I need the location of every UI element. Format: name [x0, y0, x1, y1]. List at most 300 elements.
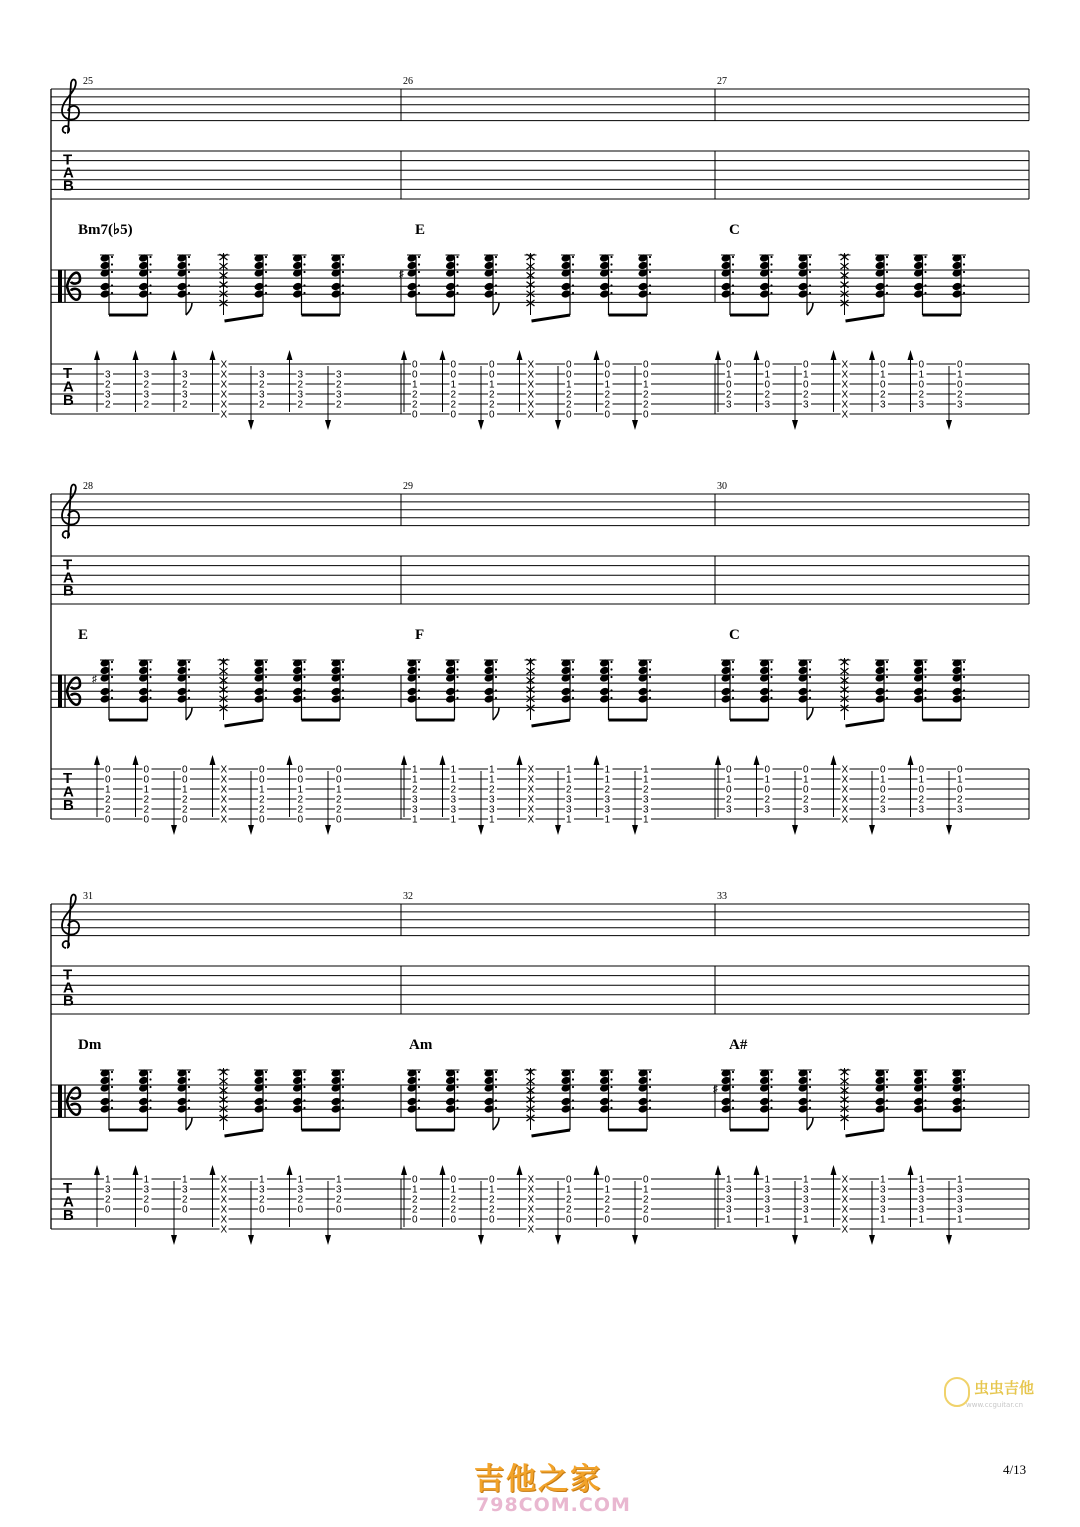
tab-fret-number: X [841, 774, 849, 786]
dot [303, 1071, 305, 1073]
arrow-up-icon [94, 1165, 100, 1175]
tab-fret-number: X [527, 814, 535, 826]
dot [418, 292, 420, 294]
dot [924, 263, 926, 265]
tab-fret-number: 0 [957, 764, 963, 776]
dot [418, 271, 420, 273]
arrow-up-icon [440, 755, 446, 765]
tab-fret-number: 2 [764, 389, 771, 401]
dot [809, 263, 811, 265]
tab-fret-number: 2 [297, 399, 304, 411]
measure-number: 25 [83, 76, 93, 87]
tab-fret-number: 0 [803, 379, 809, 391]
tab-fret-number: 0 [259, 764, 265, 776]
dot [963, 284, 965, 286]
tab-fret-number: 2 [259, 1194, 265, 1206]
tab-fret-number: X [841, 409, 849, 421]
tab-fret-number: X [220, 784, 228, 796]
tab-fret-number: 2 [803, 794, 809, 806]
measure-number: 27 [717, 76, 727, 87]
tab-fret-number: 2 [297, 794, 304, 806]
tab-fret-number: 1 [566, 379, 572, 391]
tab-fret-number: 1 [604, 379, 611, 391]
dot [770, 668, 772, 670]
dot [149, 271, 151, 273]
chord-name: Am [409, 1037, 433, 1053]
arrow-down-icon [248, 420, 254, 430]
tab-fret-number: 3 [726, 1194, 732, 1206]
arrow-down-icon [248, 825, 254, 835]
tab-fret-number: X [220, 804, 228, 816]
eighth-flag [807, 303, 813, 315]
dot [303, 263, 305, 265]
dot [572, 676, 574, 678]
dot [649, 256, 651, 258]
tab-fret-number: 1 [604, 764, 611, 776]
dot [303, 256, 305, 258]
dot [188, 689, 190, 691]
tab-fret-number: 0 [880, 784, 886, 796]
tab-fret-number: 0 [918, 784, 925, 796]
dot [342, 256, 344, 258]
dot [649, 1078, 651, 1080]
tab-fret-number: 2 [604, 399, 611, 411]
tab-fret-number: 0 [566, 369, 572, 381]
dot [610, 284, 612, 286]
dot [924, 689, 926, 691]
tab-fret-number: X [527, 409, 535, 421]
tab-fret-number: 3 [803, 399, 809, 411]
eighth-flag [493, 303, 499, 315]
tab-fret-number: 0 [336, 814, 342, 826]
dot [149, 284, 151, 286]
tab-fret-number: 3 [803, 1184, 809, 1196]
tab-fret-number: 2 [726, 794, 732, 806]
measure-27 [715, 76, 966, 430]
dot [303, 1107, 305, 1109]
tab-clef-letter: T [63, 365, 73, 382]
dot [886, 668, 888, 670]
dot [342, 668, 344, 670]
dot [456, 676, 458, 678]
tab-fret-number: 1 [764, 1174, 771, 1186]
tab-fret-number: 3 [450, 794, 457, 806]
tab-fret-number: 2 [880, 389, 886, 401]
tab-fret-number: 0 [643, 369, 649, 381]
tab-fret-number: 1 [957, 1214, 963, 1226]
dot [495, 292, 497, 294]
tab-fret-number: 2 [105, 794, 111, 806]
tab-fret-number: 3 [105, 1184, 111, 1196]
dot [572, 689, 574, 691]
tab-fret-number: 2 [643, 1204, 649, 1216]
dot [732, 661, 734, 663]
tab-fret-number: 3 [803, 1194, 809, 1206]
tab-fret-number: 2 [336, 399, 342, 411]
arrow-up-icon [133, 350, 139, 360]
dot [418, 668, 420, 670]
tab-fret-number: 2 [143, 399, 150, 411]
tab-fret-number: 3 [803, 1204, 809, 1216]
arrow-down-icon [171, 1235, 177, 1245]
dot [265, 292, 267, 294]
dot [886, 1086, 888, 1088]
dot [963, 697, 965, 699]
arrow-up-icon [715, 1165, 721, 1175]
tab-fret-number: 3 [450, 804, 457, 816]
tab-fret-number: 1 [918, 1214, 925, 1226]
tab-fret-number: X [841, 804, 849, 816]
dot [342, 697, 344, 699]
dot [572, 668, 574, 670]
dot [149, 676, 151, 678]
chord-name: E [415, 222, 426, 238]
dot [303, 689, 305, 691]
tab-fret-number: 0 [182, 1204, 188, 1216]
dot [610, 676, 612, 678]
chord-name: Bm7(♭5) [78, 222, 133, 238]
tab-fret-number: 0 [880, 379, 886, 391]
dot [649, 284, 651, 286]
dot [770, 1099, 772, 1101]
dot [770, 256, 772, 258]
tab-fret-number: 1 [450, 774, 457, 786]
tab-fret-number: 0 [643, 409, 649, 421]
dot [886, 284, 888, 286]
tab-fret-number: 3 [643, 804, 649, 816]
tab-fret-number: 3 [957, 1194, 963, 1206]
arrow-down-icon [555, 420, 561, 430]
tab-fret-number: 0 [803, 784, 809, 796]
dot [732, 676, 734, 678]
arrow-up-icon [401, 755, 407, 765]
tab-fret-number: 0 [604, 369, 611, 381]
dot [342, 676, 344, 678]
tab-fret-number: 0 [297, 1204, 304, 1216]
tab-fret-number: 3 [957, 1204, 963, 1216]
dot [610, 256, 612, 258]
tab-fret-number: X [527, 774, 535, 786]
dot [649, 1071, 651, 1073]
dot [149, 668, 151, 670]
dot [809, 689, 811, 691]
dot [732, 1078, 734, 1080]
tab-fret-number: 3 [566, 804, 572, 816]
dot [809, 1086, 811, 1088]
tab-fret-number: 2 [643, 399, 649, 411]
tab-fret-number: 1 [412, 764, 418, 776]
dot [111, 697, 113, 699]
dot [809, 1099, 811, 1101]
measure-number: 31 [83, 891, 93, 902]
dot [495, 1078, 497, 1080]
dot [770, 697, 772, 699]
tab-fret-number: 1 [489, 764, 495, 776]
dot [265, 271, 267, 273]
dot [963, 263, 965, 265]
dot [649, 668, 651, 670]
tab-fret-number: 0 [566, 409, 572, 421]
tab-fret-number: X [220, 409, 228, 421]
tab-fret-number: 3 [957, 804, 963, 816]
tab-fret-number: 2 [764, 794, 771, 806]
tab-fret-number: 3 [489, 794, 495, 806]
dot [886, 256, 888, 258]
dot [342, 271, 344, 273]
tab-fret-number: X [220, 1194, 228, 1206]
dot [572, 1107, 574, 1109]
dot [111, 1071, 113, 1073]
dot [963, 1071, 965, 1073]
measure-33 [713, 891, 966, 1245]
tab-fret-number: 1 [182, 784, 188, 796]
dot [456, 689, 458, 691]
tab-fret-number: 3 [726, 399, 732, 411]
dot [886, 676, 888, 678]
measure-number: 28 [83, 481, 93, 492]
tab-fret-number: 0 [450, 1174, 457, 1186]
beam [532, 720, 571, 726]
tab-fret-number: 2 [297, 1194, 304, 1206]
tab-fret-number: 0 [604, 1214, 611, 1226]
tab-clef-letter: B [63, 392, 74, 409]
tab-fret-number: 2 [105, 1194, 111, 1206]
tab-fret-number: X [220, 1184, 228, 1196]
tab-fret-number: 1 [764, 1214, 771, 1226]
alto-clef-icon [58, 1085, 62, 1117]
arrow-down-icon [478, 1235, 484, 1245]
dot [456, 1071, 458, 1073]
tab-fret-number: 3 [182, 389, 188, 401]
tab-fret-number: 2 [259, 399, 265, 411]
dot [610, 1099, 612, 1101]
tab-fret-number: X [527, 369, 535, 381]
dot [495, 668, 497, 670]
tab-fret-number: 1 [259, 1174, 265, 1186]
tab-fret-number: 0 [297, 774, 304, 786]
tab-fret-number: 0 [726, 784, 732, 796]
dot [188, 292, 190, 294]
tab-fret-number: 2 [803, 389, 809, 401]
arrow-up-icon [869, 350, 875, 360]
tab-fret-number: X [527, 389, 535, 401]
tab-fret-number: 2 [336, 379, 342, 391]
dot [456, 271, 458, 273]
tab-fret-number: 2 [489, 784, 495, 796]
arrow-down-icon [792, 420, 798, 430]
dot [456, 292, 458, 294]
dot [572, 1086, 574, 1088]
dot [770, 1107, 772, 1109]
arrow-up-icon [440, 1165, 446, 1175]
tab-fret-number: 1 [489, 774, 495, 786]
tab-fret-number: 1 [489, 379, 495, 391]
tab-fret-number: 1 [880, 369, 886, 381]
dot [303, 284, 305, 286]
dot [495, 263, 497, 265]
tab-fret-number: 1 [412, 814, 418, 826]
system-3 [51, 891, 1029, 1245]
dot [886, 1071, 888, 1073]
tab-fret-number: 0 [489, 1214, 495, 1226]
dot [188, 1107, 190, 1109]
arrow-down-icon [325, 420, 331, 430]
tab-fret-number: 2 [450, 784, 457, 796]
tab-fret-number: 0 [450, 1214, 457, 1226]
dot [418, 676, 420, 678]
tab-fret-number: 0 [643, 1214, 649, 1226]
arrow-up-icon [287, 1165, 293, 1175]
tab-fret-number: 1 [726, 774, 732, 786]
tab-fret-number: 2 [566, 1194, 572, 1206]
dot [418, 263, 420, 265]
tab-fret-number: X [841, 1214, 849, 1226]
tab-fret-number: 1 [803, 369, 809, 381]
dot [963, 1078, 965, 1080]
dot [188, 271, 190, 273]
arrow-up-icon [517, 755, 523, 765]
dot [111, 1099, 113, 1101]
dot [572, 263, 574, 265]
chord-name: E [78, 627, 89, 643]
dot [265, 1071, 267, 1073]
tab-fret-number: 1 [259, 784, 265, 796]
dot [924, 1086, 926, 1088]
dot [495, 661, 497, 663]
tab-clef-letter: B [63, 992, 74, 1010]
dot [610, 1086, 612, 1088]
tab-fret-number: 2 [143, 804, 150, 816]
arrow-up-icon [908, 755, 914, 765]
dot [418, 1099, 420, 1101]
eighth-flag [493, 1118, 499, 1130]
arrow-up-icon [594, 755, 600, 765]
arrow-down-icon [792, 1235, 798, 1245]
tab-fret-number: X [841, 399, 849, 411]
tab-fret-number: 0 [803, 359, 809, 371]
arrow-up-icon [210, 350, 216, 360]
tab-clef-letter: A [63, 979, 74, 997]
dot [418, 661, 420, 663]
tab-fret-number: 3 [297, 1184, 304, 1196]
tab-fret-number: 0 [182, 764, 188, 776]
tab-fret-number: 2 [957, 794, 963, 806]
chord-name: C [729, 222, 740, 238]
tab-clef-letter: B [63, 177, 74, 195]
arrow-down-icon [555, 1235, 561, 1245]
tab-fret-number: 0 [604, 1174, 611, 1186]
tab-fret-number: 3 [143, 389, 150, 401]
tab-fret-number: 2 [450, 389, 457, 401]
tab-fret-number: 2 [643, 389, 649, 401]
dot [770, 292, 772, 294]
dot [809, 697, 811, 699]
tab-fret-number: X [220, 774, 228, 786]
dot [456, 1078, 458, 1080]
dot [149, 661, 151, 663]
dot [886, 1099, 888, 1101]
dot [963, 1107, 965, 1109]
tab-fret-number: 0 [105, 774, 111, 786]
dot [111, 1107, 113, 1109]
dot [342, 1099, 344, 1101]
tab-fret-number: 1 [412, 379, 418, 391]
dot [809, 1071, 811, 1073]
tab-fret-number: 3 [143, 1184, 150, 1196]
dot [809, 676, 811, 678]
tab-fret-number: X [841, 379, 849, 391]
tab-fret-number: 0 [105, 1204, 111, 1216]
dot [111, 263, 113, 265]
dot [495, 284, 497, 286]
dot [265, 263, 267, 265]
dot [610, 1071, 612, 1073]
arrow-up-icon [440, 350, 446, 360]
chord-name: A# [729, 1037, 748, 1053]
dot [188, 1099, 190, 1101]
tab-fret-number: 1 [803, 774, 809, 786]
measure-number: 30 [717, 481, 727, 492]
tab-fret-number: 3 [182, 1184, 188, 1196]
dot [495, 1099, 497, 1101]
chord-name: F [415, 627, 425, 643]
arrow-down-icon [946, 420, 952, 430]
tab-fret-number: 2 [604, 784, 611, 796]
dot [495, 1107, 497, 1109]
tab-fret-number: 0 [143, 764, 150, 776]
dot [149, 292, 151, 294]
tab-fret-number: X [527, 764, 535, 776]
tab-fret-number: 2 [604, 1204, 611, 1216]
tab-fret-number: X [527, 399, 535, 411]
chord-name: C [729, 627, 740, 643]
dot [111, 292, 113, 294]
dot [924, 292, 926, 294]
arrow-down-icon [632, 420, 638, 430]
dot [456, 256, 458, 258]
tab-fret-number: 3 [297, 389, 304, 401]
beam [225, 720, 264, 726]
dot [342, 1071, 344, 1073]
tab-fret-number: 1 [604, 774, 611, 786]
tab-fret-number: 2 [143, 1194, 150, 1206]
tab-fret-number: 1 [918, 774, 925, 786]
tab-fret-number: 3 [143, 369, 150, 381]
measure-number: 26 [403, 76, 413, 87]
arrow-up-icon [210, 1165, 216, 1175]
tab-fret-number: 3 [918, 1194, 925, 1206]
tab-fret-number: X [841, 1204, 849, 1216]
dot [572, 271, 574, 273]
dot [188, 256, 190, 258]
tab-fret-number: X [220, 794, 228, 806]
tab-fret-number: 2 [566, 389, 572, 401]
tab-fret-number: 0 [726, 379, 732, 391]
dot [456, 1107, 458, 1109]
tab-fret-number: 1 [297, 1174, 304, 1186]
tab-fret-number: 3 [764, 804, 771, 816]
dot [649, 676, 651, 678]
tab-fret-number: 0 [259, 1204, 265, 1216]
tab-fret-number: 1 [957, 774, 963, 786]
dot [188, 668, 190, 670]
tab-fret-number: 0 [764, 379, 771, 391]
dot [495, 271, 497, 273]
dot [342, 284, 344, 286]
eighth-flag [493, 708, 499, 720]
tab-fret-number: 1 [489, 1184, 495, 1196]
eighth-flag [186, 1118, 192, 1130]
